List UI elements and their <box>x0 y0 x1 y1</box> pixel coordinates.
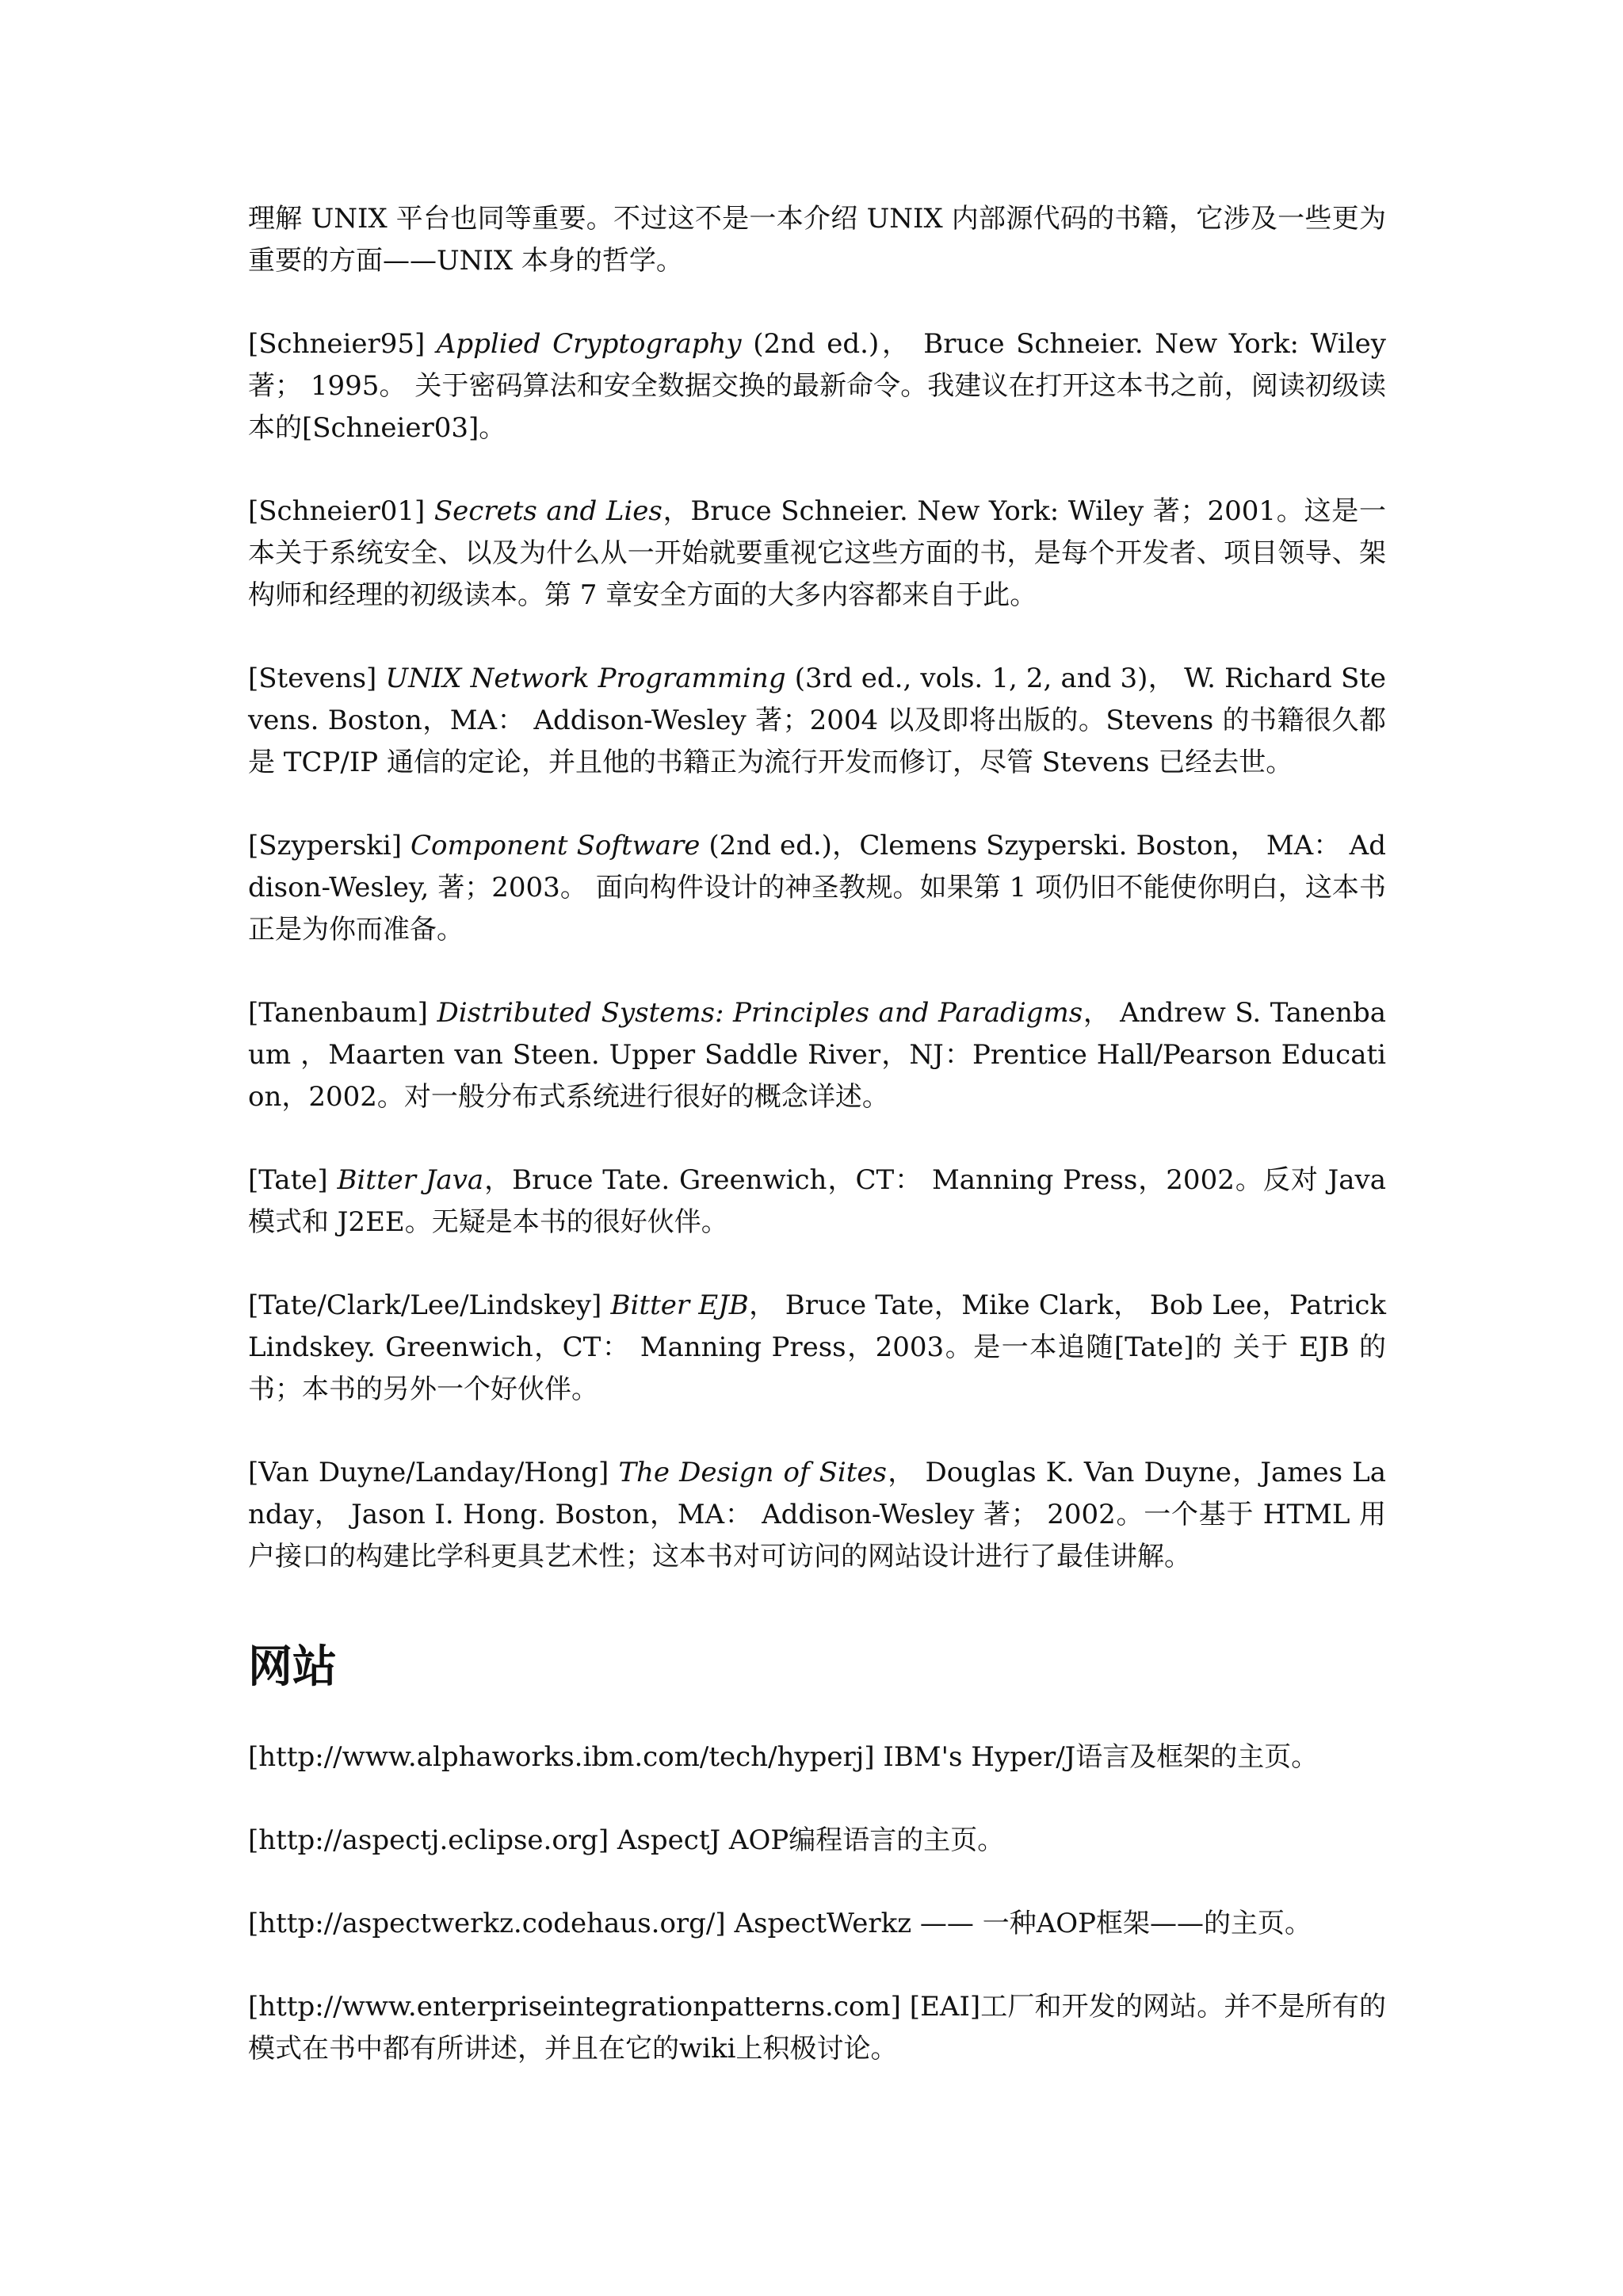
bib-title: Secrets and Lies <box>433 495 663 527</box>
bib-key: [Szyperski] <box>248 830 403 861</box>
bib-description: ， Andrew S. Tanenbaum ，Maarten van Steen. Upper Saddle River，NJ：Prentice Hall/Pearson Education，2002。对一般分布式系统进行很好的概念详述。 <box>248 997 1387 1113</box>
bib-key: [Van Duyne/Landay/Hong] <box>248 1457 609 1488</box>
bib-entry-tate <box>248 1159 1386 1244</box>
bib-entry-tate-clark-lee-lindskey <box>248 1285 1386 1411</box>
bib-entry-van-duyne <box>248 1452 1386 1578</box>
bib-description: ， Bruce Tate，Mike Clark， Bob Lee，Patrick Lindskey. Greenwich，CT： Manning Press，2003。是一本追随[Tate]的 关于 EJB 的书；本书的另外一个好伙伴。 <box>248 1289 1386 1405</box>
bib-title: UNIX Network Programming <box>385 663 786 694</box>
bib-title: Distributed Systems: Principles and Paradigms <box>437 997 1083 1029</box>
document-page <box>248 198 1386 2111</box>
bib-description: (2nd ed.)， Bruce Schneier. New York: Wiley 著； 1995。 关于密码算法和安全数据交换的最新命令。我建议在打开这本书之前，阅读初级读本的[Schneier03]。 <box>248 328 1386 444</box>
bib-key: [Schneier01] <box>248 495 426 527</box>
bib-entry-tanenbaum <box>248 992 1386 1118</box>
bib-entry-schneier01 <box>248 491 1386 617</box>
bib-description: ，Bruce Schneier. New York: Wiley 著；2001。这是一本关于系统安全、以及为什么从一开始就要重视它这些方面的书，是每个开发者、项目领导、架构师和经理的初级读本。第 7 章安全方面的大多内容都来自于此。 <box>248 495 1386 611</box>
bib-title: Bitter Java <box>337 1164 484 1196</box>
bib-key: [Tanenbaum] <box>248 997 428 1029</box>
website-entry-aspectj: [http://aspectj.eclipse.org] AspectJ AOP编程语言的主页。 <box>248 1824 1005 1856</box>
website-entry-aspectwerkz: [http://aspectwerkz.codehaus.org/] AspectWerkz —— 一种AOP框架——的主页。 <box>248 1908 1312 1939</box>
bib-title: Bitter EJB <box>610 1289 749 1321</box>
bib-entry-stevens <box>248 658 1386 784</box>
bib-description: (2nd ed.)，Clemens Szyperski. Boston， MA： Addison-Wesley, 著；2003。 面向构件设计的神圣教规。如果第 1 项仍旧不能使你明白，这本书正是为你而准备。 <box>248 830 1386 946</box>
bib-key: [Stevens] <box>248 663 377 694</box>
bib-title: Component Software <box>411 830 701 861</box>
bib-description: ，Bruce Tate. Greenwich，CT： Manning Press，2002。反对 Java 模式和 J2EE。无疑是本书的很好伙伴。 <box>248 1164 1386 1238</box>
intro-text: 理解 UNIX 平台也同等重要。不过这不是一本介绍 UNIX 内部源代码的书籍，它涉及一些更为重要的方面——UNIX 本身的哲学。 <box>248 203 1386 277</box>
bib-key: [Tate/Clark/Lee/Lindskey] <box>248 1289 602 1321</box>
intro-paragraph <box>248 198 1386 282</box>
bib-description: ， Douglas K. Van Duyne，James Landay， Jason I. Hong. Boston，MA： Addison-Wesley 著； 2002。一个基于 HTML 用户接口的构建比学科更具艺术性；这本书对可访问的网站设计进行了最佳讲解。 <box>248 1457 1386 1572</box>
bib-entry-szyperski <box>248 825 1386 951</box>
bib-title: Applied Cryptography <box>436 328 742 360</box>
bib-title: The Design of Sites <box>618 1457 887 1488</box>
bib-key: [Tate] <box>248 1164 328 1196</box>
website-entry-eip: [http://www.enterpriseintegrationpatterns.com] [EAI]工厂和开发的网站。并不是所有的模式在书中都有所讲述，并且在它的wiki上积极讨论。 <box>248 1991 1386 2065</box>
bib-description: (3rd ed., vols. 1, 2, and 3)， W. Richard Stevens. Boston，MA： Addison-Wesley 著；2004 以及即将出版的。Stevens 的书籍很久都是 TCP/IP 通信的定论，并且他的书籍正为流行开发而修订，尽管 Stevens 已经去世。 <box>248 663 1387 778</box>
website-entry-hyperj: [http://www.alphaworks.ibm.com/tech/hyperj] IBM's Hyper/J语言及框架的主页。 <box>248 1741 1319 1773</box>
bib-key: [Schneier95] <box>248 328 426 360</box>
section-heading-websites: 网站 <box>248 1641 337 1693</box>
bib-entry-schneier95 <box>248 323 1386 449</box>
